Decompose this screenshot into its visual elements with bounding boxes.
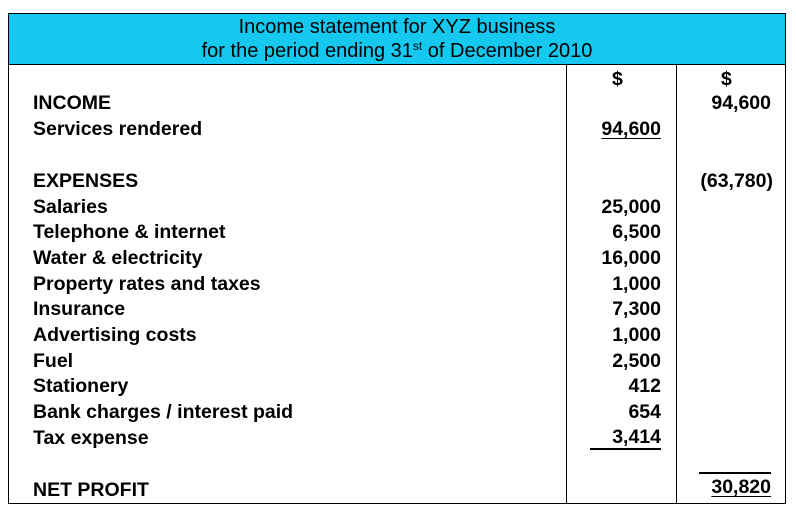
col1-currency: $ <box>612 68 623 90</box>
net-profit-label: NET PROFIT <box>33 479 149 501</box>
item-label: Bank charges / interest paid <box>33 401 294 423</box>
item-label: Telephone & internet <box>33 221 226 243</box>
item-amount: 1,000 <box>612 324 661 346</box>
item-amount: 1,000 <box>612 273 661 295</box>
item-label: Services rendered <box>33 118 203 140</box>
item-label: Property rates and taxes <box>33 273 261 295</box>
statement-header <box>9 14 785 65</box>
item-label: Advertising costs <box>33 324 197 346</box>
item-amount: 7,300 <box>612 298 661 320</box>
expense-item <box>9 273 785 299</box>
item-label: Water & electricity <box>33 247 203 269</box>
item-amount: 16,000 <box>601 247 661 269</box>
expense-item <box>9 298 785 324</box>
item-label: Tax expense <box>33 427 149 449</box>
expense-item <box>9 350 785 376</box>
expense-item <box>9 375 785 401</box>
net-profit-row <box>9 470 785 501</box>
income-total: 94,600 <box>711 92 771 114</box>
item-amount: 6,500 <box>612 221 661 243</box>
expenses-row <box>9 170 785 196</box>
col2-currency: $ <box>721 68 732 90</box>
income-label: INCOME <box>33 92 111 114</box>
period-suffix: st <box>412 39 423 53</box>
item-label: Insurance <box>33 298 126 320</box>
expense-item <box>9 427 785 453</box>
expense-item <box>9 221 785 247</box>
expenses-total: (63,780) <box>700 170 773 192</box>
item-label: Stationery <box>33 375 129 397</box>
expense-item <box>9 324 785 350</box>
expense-item <box>9 401 785 427</box>
expense-item <box>9 196 785 222</box>
item-amount: 25,000 <box>601 196 661 218</box>
item-amount: 654 <box>628 401 661 423</box>
income-row <box>9 92 785 118</box>
period-text: for the period ending 31 <box>201 40 413 62</box>
expenses-label: EXPENSES <box>33 170 139 192</box>
item-amount: 3,414 <box>590 427 661 450</box>
item-amount: 94,600 <box>601 118 661 140</box>
income-item <box>9 118 785 144</box>
item-amount: 2,500 <box>612 350 661 372</box>
item-label: Fuel <box>33 350 74 372</box>
item-amount: 412 <box>628 375 661 397</box>
statement-title: Income statement for XYZ business <box>238 16 556 38</box>
expense-item <box>9 247 785 273</box>
net-profit-amount: 30,820 <box>699 472 771 499</box>
statement-period <box>9 39 785 63</box>
income-statement-table <box>8 13 786 504</box>
item-label: Salaries <box>33 196 108 218</box>
period-text-end: of December 2010 <box>422 40 593 62</box>
